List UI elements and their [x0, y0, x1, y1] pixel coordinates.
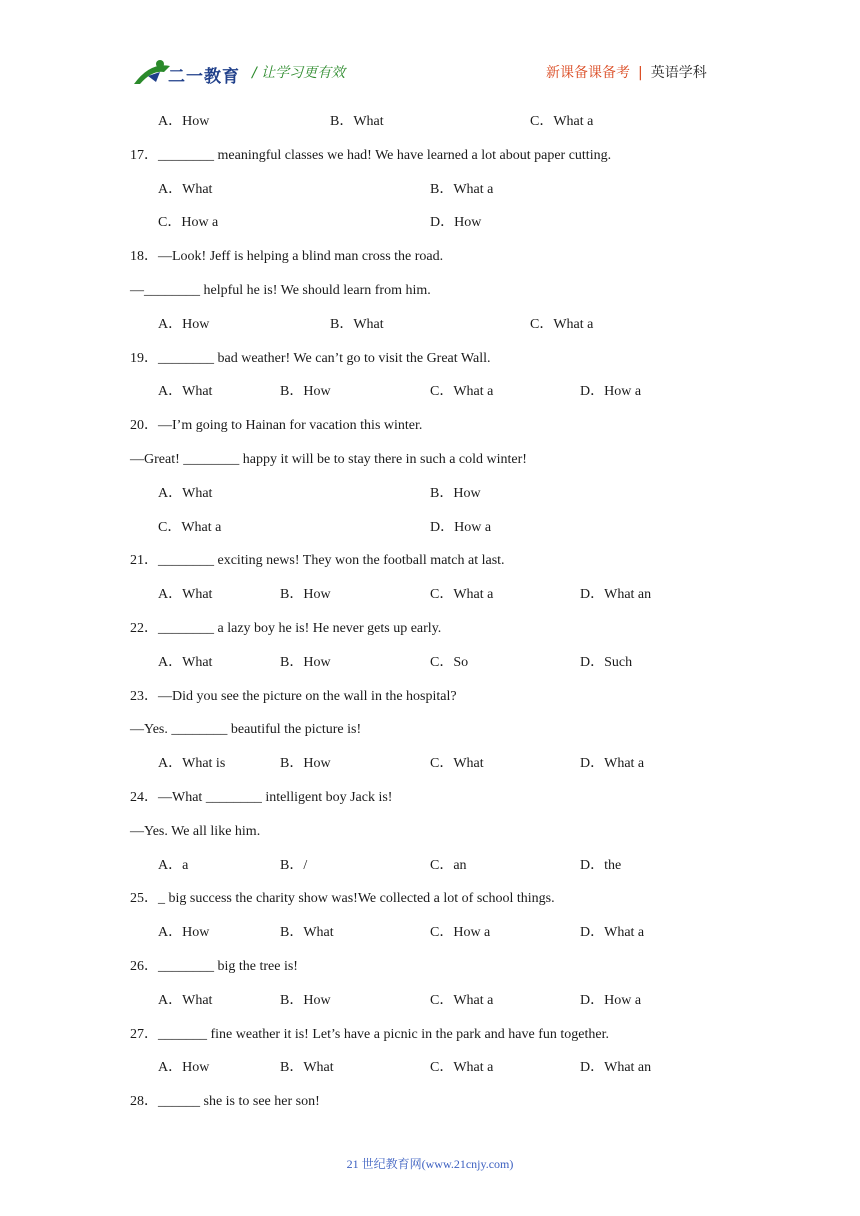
question-text: 24．—What ________ intelligent boy Jack is! — [130, 790, 393, 805]
question-text: 20．—I’m going to Hainan for vacation this winter. — [130, 418, 423, 434]
header-subject-label: 英语学科 — [650, 65, 707, 81]
answer-option: A．What — [158, 181, 213, 197]
header-tag: 新课备课备考 — [546, 65, 630, 81]
answer-option: B．How — [280, 992, 331, 1008]
answer-option: C．What a — [430, 587, 494, 603]
answer-option: B．What — [280, 1060, 334, 1076]
question-text: 27．_______ fine weather it is! Let’s have a picnic in the park and have fun together. — [130, 1026, 609, 1042]
answer-option: B．How — [280, 654, 331, 670]
question-text: 18．—Look! Jeff is helping a blind man cross the road. — [130, 249, 444, 265]
answer-option: C．What a — [430, 384, 494, 400]
answer-option: B．How — [280, 384, 331, 400]
answer-option: B．/ — [280, 857, 308, 873]
question-text: 17．________ meaningful classes we had! We have learned a lot about paper cutting. — [130, 147, 612, 163]
answer-option: C．How a — [158, 215, 219, 231]
answer-option: D．What an — [580, 1060, 652, 1076]
answer-option: C．an — [430, 857, 467, 873]
answer-option: A．How — [158, 114, 210, 129]
answer-option: B．How — [280, 587, 331, 603]
answer-option: B．What a — [430, 181, 494, 197]
answer-option: C．So — [430, 654, 469, 670]
answer-option: C．What a — [530, 316, 594, 332]
answer-option: B．What — [330, 114, 384, 129]
question-text: —Yes. ________ beautiful the picture is! — [130, 722, 362, 738]
answer-option: A．What — [158, 587, 213, 603]
answer-option: A．What — [158, 384, 213, 400]
answer-option: B．How — [430, 485, 481, 501]
answer-option: C．What — [430, 756, 484, 772]
question-text: 23．—Did you see the picture on the wall in the hospital? — [130, 688, 457, 704]
answer-option: C．What a — [530, 114, 594, 129]
answer-option: D．How — [430, 215, 482, 231]
answer-option: A．a — [158, 857, 189, 873]
answer-option: D．What a — [580, 756, 645, 772]
question-text: 28．______ she is to see her son! — [130, 1094, 320, 1110]
question-text: 26．________ big the tree is! — [130, 959, 298, 974]
question-text: 21．________ exciting news! They won the football match at last. — [130, 553, 505, 569]
answer-option: A．How — [158, 316, 210, 332]
question-text: —Great! ________ happy it will be to stay there in such a cold winter! — [130, 452, 527, 467]
answer-option: C．What a — [430, 992, 494, 1008]
answer-option: A．What — [158, 992, 213, 1008]
answer-option: D．How a — [580, 992, 642, 1008]
answer-option: D．What a — [580, 925, 645, 941]
header-separator: | — [638, 65, 643, 81]
logo-text: 二一教育 — [168, 67, 240, 87]
answer-option: B．What — [330, 316, 384, 332]
slogan: / 让学习更有效 — [252, 65, 346, 81]
header-subject — [546, 62, 707, 82]
answer-option: D．the — [580, 857, 622, 873]
answer-option: C．What a — [430, 1060, 494, 1076]
answer-option: A．How — [158, 925, 210, 941]
answer-option: A．What — [158, 485, 213, 501]
page-footer: 21 世纪教育网(www.21cnjy.com) — [346, 1157, 514, 1171]
page-header — [0, 0, 860, 100]
answer-option: B．What — [280, 925, 334, 941]
question-text: 19．________ bad weather! We can’t go to visit the Great Wall. — [130, 350, 491, 366]
answer-option: D．How a — [580, 384, 642, 400]
answer-option: B．How — [280, 756, 331, 772]
answer-option: A．What — [158, 654, 213, 670]
question-text: —Yes. We all like him. — [130, 823, 261, 839]
answer-option: D．How a — [430, 519, 492, 535]
question-text: 25．_ big success the charity show was!We collected a lot of school things. — [130, 891, 555, 907]
answer-option: A．How — [158, 1060, 210, 1076]
answer-option: D．What an — [580, 587, 652, 603]
question-text: —________ helpful he is! We should learn from him. — [130, 283, 431, 298]
answer-option: A．What is — [158, 756, 226, 772]
answer-option: C．What a — [158, 519, 222, 535]
question-text: 22．________ a lazy boy he is! He never gets up early. — [130, 621, 442, 636]
answer-option: D．Such — [580, 654, 633, 670]
answer-option: C．How a — [430, 925, 491, 941]
